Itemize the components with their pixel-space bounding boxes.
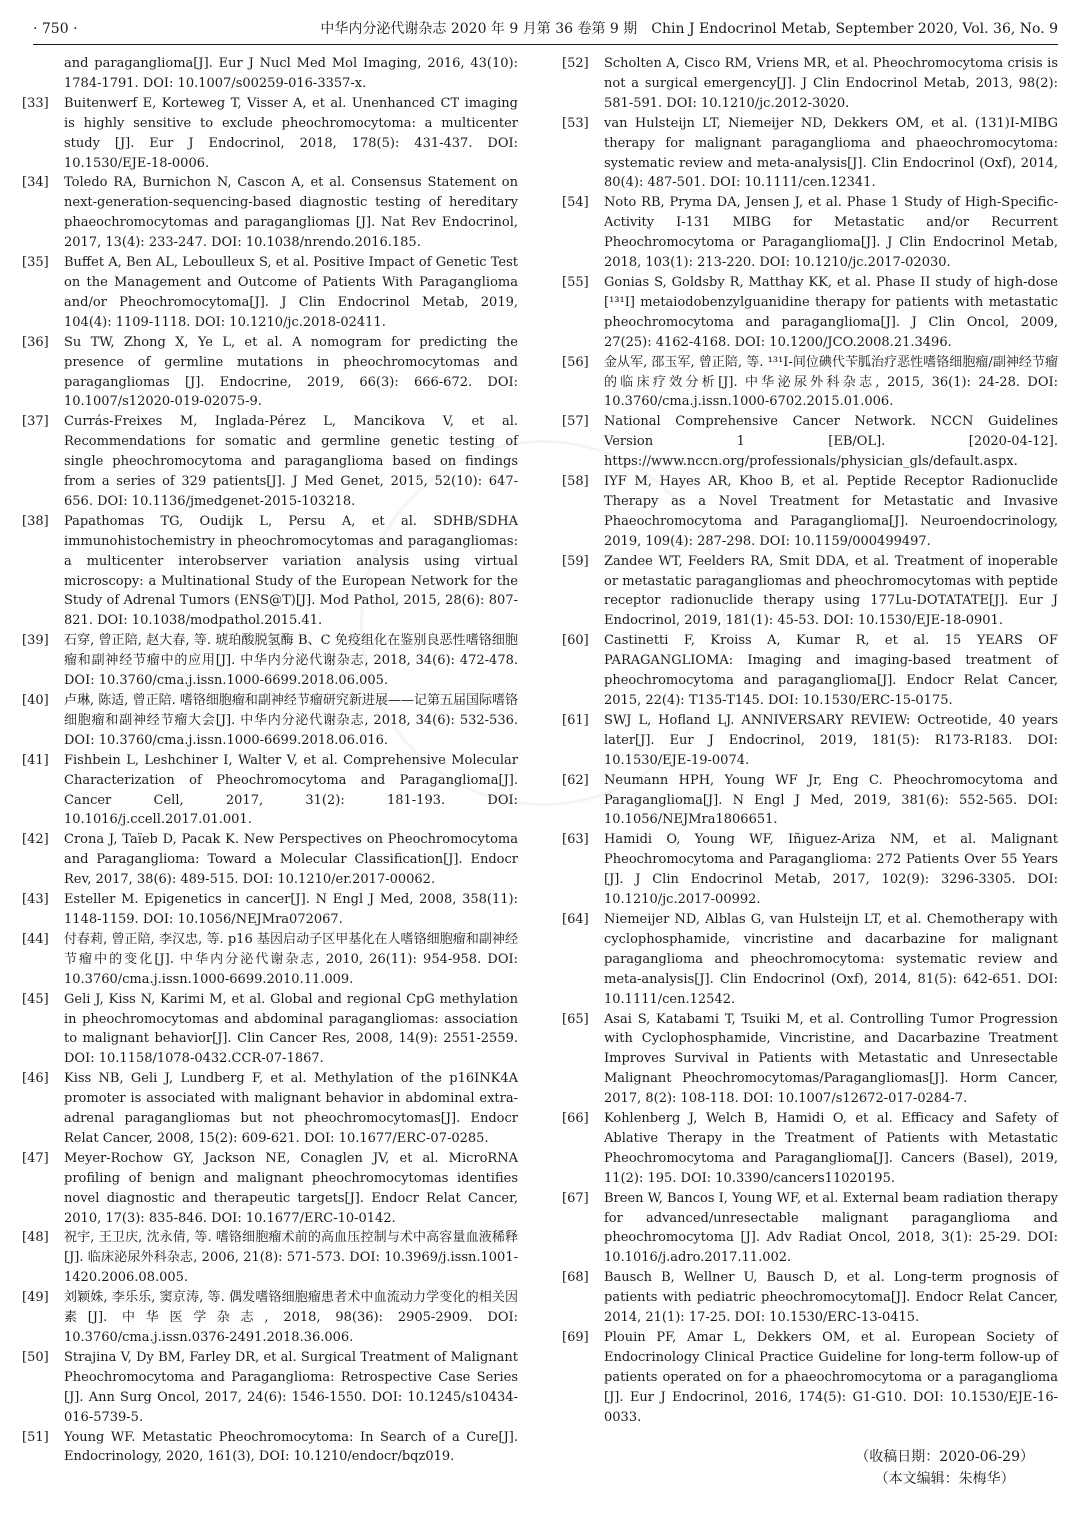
reference-text: van Hulsteijn LT, Niemeijer ND, Dekkers OM, et al. (131)I-MIBG therapy for malignant paraganglioma and phaeochromocytoma: systematic review and meta-analysis[J]. Clin Endocrinol (Oxf), 2014, 80(4): 487-501. DOI: 10.1111/cen.12341. [604, 115, 1058, 191]
reference-number: [58] [562, 474, 589, 490]
page-number: · 750 · [33, 21, 78, 37]
reference-entry [22, 1149, 518, 1229]
reference-entry [22, 930, 518, 990]
reference-text: Currás-Freixes M, Inglada-Pérez L, Mancikova V, et al. Recommendations for somatic and germline genetic testing of single pheochromocytoma and paraganglioma based on findings from a series of 329 patients[J]. J Med Genet, 2015, 52(10): 647-656. DOI: 10.1136/jmedgenet-2015-103218. [64, 414, 518, 509]
reference-entry [22, 333, 518, 413]
reference-text: Niemeijer ND, Alblas G, van Hulsteijn LT, et al. Chemotherapy with cyclophosphamide, vincristine and dacarbazine for malignant paraganglioma and pheochromocytoma: systematic review and meta-analysis[J]. Clin Endocrinol (Oxf), 2014, 81(5): 642-651. DOI: 10.1111/cen.12542. [604, 911, 1058, 1007]
reference-number: [37] [22, 414, 49, 430]
reference-text: Esteller M. Epigenetics in cancer[J]. N Engl J Med, 2008, 358(11): 1148-1159. DOI: 10.1056/NEJMra072067. [64, 892, 518, 927]
reference-text: 祝宇, 王卫庆, 沈永倩, 等. 嗜铬细胞瘤术前的高血压控制与术中高容量血液稀释[J]. 临床泌尿外科杂志, 2006, 21(8): 571-573. DOI: 10.3969/j.issn.1001-1420.2006.08.005. [64, 1230, 518, 1286]
reference-entry [562, 1189, 1058, 1269]
reference-number: [55] [562, 274, 589, 290]
reference-entry [562, 711, 1058, 771]
reference-entry [22, 94, 518, 174]
reference-entry [22, 512, 518, 631]
reference-entry [562, 552, 1058, 632]
reference-text: Neumann HPH, Young WF Jr, Eng C. Pheochromocytoma and Paraganglioma[J]. N Engl J Med, 2019, 381(6): 552-565. DOI: 10.1056/NEJMra1806651. [604, 772, 1058, 828]
reference-text: Buffet A, Ben AL, Leboulleux S, et al. Positive Impact of Genetic Test on the Management and Outcome of Patients With Paraganglioma and/or Pheochromocytoma[J]. J Clin Endocrinol Metab, 2019, 104(4): 1109-1118. DOI: 10.1210/jc.2018-02411. [64, 255, 518, 330]
reference-entry [22, 751, 518, 831]
reference-text: Breen W, Bancos I, Young WF, et al. External beam radiation therapy for advanced/unresectable malignant paraganglioma and pheochromocytoma [J]. Adv Radiat Oncol, 2018, 3(1): 25-29. DOI: 10.1016/j.adro.2017.11.002. [604, 1190, 1058, 1266]
reference-entry [22, 1228, 518, 1288]
reference-entry [562, 830, 1058, 910]
reference-number: [51] [22, 1429, 49, 1445]
reference-entry [22, 1428, 518, 1468]
reference-number: [45] [22, 991, 49, 1007]
reference-entry [22, 54, 518, 94]
reference-text: 卢琳, 陈适, 曾正陪. 嗜铬细胞瘤和副神经节瘤研究新进展——记第五届国际嗜铬细胞瘤和副神经节瘤大会[J]. 中华内分泌代谢杂志, 2018, 34(6): 532-536. DOI: 10.3760/cma.j.issn.1000-6699.2018.06.016. [64, 693, 518, 748]
reference-entry [562, 910, 1058, 1010]
reference-text: IYF M, Hayes AR, Khoo B, et al. Peptide Receptor Radionuclide Therapy as a Novel Treatment for Metastatic and Invasive Phaeochromocytoma and Paraganglioma[J]. Neuroendocrinology, 2019, 109(4): 287-298. DOI: 10.1159/000499497. [604, 474, 1058, 549]
reference-entry [562, 114, 1058, 194]
reference-number: [44] [22, 931, 49, 947]
reference-text: 金从军, 邵玉军, 曾正陪, 等. ¹³¹I-间位碘代苄胍治疗恶性嗜铬细胞瘤/副神经节瘤的临床疗效分析[J]. 中华泌尿外科杂志, 2015, 36(1): 24-28. DOI: 10.3760/cma.j.issn.1000-6702.2015.01.006. [604, 354, 1058, 410]
reference-text: Bausch B, Wellner U, Bausch D, et al. Long-term prognosis of patients with pediatric pheochromocytoma[J]. Endocr Relat Cancer, 2014, 21(1): 17-25. DOI: 10.1530/ERC-13-0415. [604, 1270, 1058, 1326]
reference-number: [60] [562, 633, 589, 649]
reference-number: [43] [22, 892, 49, 908]
running-header [33, 14, 1058, 44]
reference-number: [66] [562, 1111, 589, 1127]
reference-text: Noto RB, Pryma DA, Jensen J, et al. Phase 1 Study of High-Specific-Activity I-131 MIBG for Metastatic and/or Recurrent Pheochromocytoma or Paraganglioma[J]. J Clin Endocrinol Metab, 2018, 103(1): 213-220. DOI: 10.1210/jc.2017-02030. [604, 195, 1058, 271]
reference-entry [22, 412, 518, 512]
reference-entry [562, 273, 1058, 353]
reference-text: 石穿, 曾正陪, 赵大春, 等. 琥珀酸脱氢酶 B、C 免疫组化在鉴别良恶性嗜铬细胞瘤和副神经节瘤中的应用[J]. 中华内分泌代谢杂志, 2018, 34(6): 472-478. DOI: 10.3760/cma.j.issn.1000-6699.2018.06.005. [64, 633, 518, 689]
reference-text: Fishbein L, Leshchiner I, Walter V, et al. Comprehensive Molecular Characterization of Pheochromocytoma and Paraganglioma[J]. Cancer Cell, 2017, 31(2): 181-193. DOI: 10.1016/j.ccell.2017.01.001. [64, 752, 518, 828]
reference-entry [562, 771, 1058, 831]
journal-citation-line: 中华内分泌代谢杂志 2020 年 9 月第 36 卷第 9 期 Chin J Endocrinol Metab, September 2020, Vol. 36, No. 9 [320, 21, 1058, 37]
reference-entry [22, 631, 518, 691]
reference-text: Kohlenberg J, Welch B, Hamidi O, et al. Efficacy and Safety of Ablative Therapy in the Treatment of Patients with Metastatic Pheochromocytoma and Paraganglioma[J]. Cancers (Basel), 2019, 11(2): 195. DOI: 10.3390/cancers11020195. [604, 1111, 1058, 1186]
reference-entry [562, 412, 1058, 472]
reference-number: [49] [22, 1290, 49, 1306]
reference-entry [22, 990, 518, 1070]
reference-text: 付春莉, 曾正陪, 李汉忠, 等. p16 基因启动子区甲基化在人嗜铬细胞瘤和副神经节瘤中的变化[J]. 中华内分泌代谢杂志, 2010, 26(11): 954-958. DOI: 10.3760/cma.j.issn.1000-6699.2010.11.009. [64, 931, 518, 987]
reference-number: [53] [562, 115, 589, 131]
reference-text: Su TW, Zhong X, Ye L, et al. A nomogram for predicting the presence of germline mutations in pheochromocytomas and paragangliomas [J]. Endocrine, 2019, 66(3): 666-672. DOI: 10.1007/s12020-019-02075-9. [64, 334, 518, 410]
received-date: （收稿日期：2020-06-29） [855, 1449, 1034, 1465]
reference-entry [22, 830, 518, 890]
reference-number: [59] [562, 553, 589, 569]
references-right-column [562, 54, 1058, 1428]
reference-number: [38] [22, 513, 49, 529]
reference-text: Meyer-Rochow GY, Jackson NE, Conaglen JV, et al. MicroRNA profiling of benign and malignant pheochromocytomas identifies novel diagnostic and therapeutic targets[J]. Endocr Relat Cancer, 2010, 17(3): 835-846. DOI: 10.1677/ERC-10-0142. [64, 1150, 518, 1226]
reference-number: [57] [562, 414, 589, 430]
reference-entry [22, 1348, 518, 1428]
reference-entry [562, 472, 1058, 552]
reference-entry [562, 1328, 1058, 1428]
reference-text: Crona J, Taïeb D, Pacak K. New Perspectives on Pheochromocytoma and Paraganglioma: Toward a Molecular Classification[J]. Endocr Rev, 2017, 38(6): 489-515. DOI: 10.1210/er.2017-00062. [64, 832, 518, 888]
reference-number: [52] [562, 56, 589, 71]
reference-entry [562, 1010, 1058, 1110]
reference-entry [22, 890, 518, 930]
reference-text: Buitenwerf E, Korteweg T, Visser A, et al. Unenhanced CT imaging is highly sensitive to exclude pheochromocytoma: a multicenter study [J]. Eur J Endocrinol, 2018, 178(5): 431-437. DOI: 10.1530/EJE-18-0006. [64, 95, 518, 171]
reference-number: [50] [22, 1349, 49, 1365]
reference-entry [562, 54, 1058, 114]
reference-text: and paraganglioma[J]. Eur J Nucl Med Mol Imaging, 2016, 43(10): 1784-1791. DOI: 10.1007/s00259-016-3357-x. [64, 56, 518, 91]
reference-entry [562, 193, 1058, 273]
reference-text: Toledo RA, Burnichon N, Cascon A, et al. Consensus Statement on next-generation-sequencing-based diagnostic testing of hereditary phaeochromocytomas and paragangliomas [J]. Nat Rev Endocrinol, 2017, 13(4): 233-247. DOI: 10.1038/nrendo.2016.185. [64, 175, 518, 251]
reference-text: National Comprehensive Cancer Network. NCCN Guidelines Version 1 [EB/OL]. [2020-04-12]. https://www.nccn.org/professionals/physician_gls/default.aspx. [604, 414, 1058, 470]
reference-number: [35] [22, 255, 49, 271]
reference-text: Plouin PF, Amar L, Dekkers OM, et al. European Society of Endocrinology Clinical Practice Guideline for long-term follow-up of patients operated on for a phaeochromocytoma or a paraganglioma [J]. Eur J Endocrinol, 2016, 174(5): G1-G10. DOI: 10.1530/EJE-16-0033. [604, 1330, 1058, 1425]
reference-text: 刘颖姝, 李乐乐, 窦京涛, 等. 偶发嗜铬细胞瘤患者术中血流动力学变化的相关因素[J]. 中华医学杂志, 2018, 98(36): 2905-2909. DOI: 10.3760/cma.j.issn.0376-2491.2018.36.006. [64, 1290, 518, 1345]
reference-text: Scholten A, Cisco RM, Vriens MR, et al. Pheochromocytoma crisis is not a surgical emergency[J]. J Clin Endocrinol Metab, 2013, 98(2): 581-591. DOI: 10.1210/jc.2012-3020. [604, 56, 1058, 111]
reference-number: [64] [562, 911, 589, 927]
reference-text: Strajina V, Dy BM, Farley DR, et al. Surgical Treatment of Malignant Pheochromocytoma and Paraganglioma: Retrospective Case Series [J]. Ann Surg Oncol, 2017, 24(6): 1546-1550. DOI: 10.1245/s10434-016-5739-5. [64, 1349, 518, 1425]
references-left-column [22, 54, 518, 1467]
reference-text: Young WF. Metastatic Pheochromocytoma: In Search of a Cure[J]. Endocrinology, 2020, 161(3), DOI: 10.1210/endocr/bqz019. [64, 1429, 518, 1465]
reference-number: [56] [562, 354, 589, 370]
reference-entry [562, 1109, 1058, 1189]
reference-text: Kiss NB, Geli J, Lundberg F, et al. Methylation of the p16INK4A promoter is associated with malignant behavior in abdominal extra-adrenal paragangliomas but not pheochromocytomas[J]. Endocr Relat Cancer, 2008, 15(2): 609-621. DOI: 10.1677/ERC-07-0285. [64, 1071, 518, 1146]
reference-number: [63] [562, 832, 589, 848]
reference-number: [65] [562, 1011, 589, 1027]
reference-number: [33] [22, 95, 49, 111]
reference-number: [68] [562, 1270, 589, 1286]
reference-entry [22, 253, 518, 333]
reference-entry [562, 353, 1058, 413]
reference-text: Asai S, Katabami T, Tsuiki M, et al. Controlling Tumor Progression with Cyclophosphamide, Vincristine, and Dacarbazine Treatment Improves Survival in Patients with Metastatic and Unresectable Malignant Pheochromocytomas/Paragangliomas[J]. Horm Cancer, 2017, 8(2): 108-118. DOI: 10.1007/s12672-017-0284-7. [604, 1011, 1058, 1107]
reference-number: [34] [22, 175, 49, 191]
reference-number: [54] [562, 195, 589, 211]
reference-text: Zandee WT, Feelders RA, Smit DDA, et al. Treatment of inoperable or metastatic paragangliomas and pheochromocytomas with peptide receptor radionuclide therapy using 177Lu-DOTATATE[J]. Eur J Endocrinol, 2019, 181(1): 45-53. DOI: 10.1530/EJE-18-0901. [604, 553, 1058, 629]
reference-number: [39] [22, 633, 49, 649]
reference-entry [22, 691, 518, 751]
reference-number: [48] [22, 1230, 49, 1246]
reference-text: Hamidi O, Young WF, Iñiguez-Ariza NM, et al. Malignant Pheochromocytoma and Paraganglioma: 272 Patients Over 55 Years [J]. J Clin Endocrinol Metab, 2017, 102(9): 3296-3305. DOI: 10.1210/jc.2017-00992. [604, 832, 1058, 908]
reference-number: [42] [22, 832, 49, 848]
reference-text: Castinetti F, Kroiss A, Kumar R, et al. 15 YEARS OF PARAGANGLIOMA: Imaging and imaging-based treatment of pheochromocytoma and paraganglioma[J]. Endocr Relat Cancer, 2015, 22(4): T135-T145. DOI: 10.1530/ERC-15-0175. [604, 633, 1058, 708]
reference-entry [562, 631, 1058, 711]
reference-text: Geli J, Kiss N, Karimi M, et al. Global and regional CpG methylation in pheochromocytomas and abdominal paragangliomas: association to malignant behavior[J]. Clin Cancer Res, 2008, 14(9): 2551-2559. DOI: 10.1158/1078-0432.CCR-07-1867. [64, 991, 518, 1067]
reference-number: [62] [562, 772, 589, 788]
reference-number: [61] [562, 712, 589, 728]
reference-text: Papathomas TG, Oudijk L, Persu A, et al. SDHB/SDHA immunohistochemistry in pheochromocytomas and paragangliomas: a multicenter interobserver variation analysis using virtual microscopy: a Multinational Study of the European Network for the Study of Adrenal Tumors (ENS@T)[J]. Mod Pathol, 2015, 28(6): 807-821. DOI: 10.1038/modpathol.2015.41. [64, 513, 518, 629]
reference-entry [22, 173, 518, 253]
reference-number: [36] [22, 334, 49, 350]
reference-entry [22, 1069, 518, 1149]
reference-entry [22, 1288, 518, 1348]
reference-text: SWJ L, Hofland LJ. ANNIVERSARY REVIEW: Octreotide, 40 years later[J]. Eur J Endocrinol, 2019, 181(5): R173-R183. DOI: 10.1530/EJE-19-0074. [604, 712, 1058, 768]
header-divider [33, 44, 1058, 45]
reference-text: Gonias S, Goldsby R, Matthay KK, et al. Phase II study of high-dose [¹³¹I] metaiodobenzylguanidine therapy for patients with metastatic pheochromocytoma and paraganglioma[J]. J Clin Oncol, 2009, 27(25): 4162-4168. DOI: 10.1200/JCO.2008.21.3496. [604, 274, 1058, 350]
reference-number: [67] [562, 1190, 589, 1206]
reference-number: [41] [22, 752, 49, 768]
reference-number: [40] [22, 693, 49, 708]
reference-number: [46] [22, 1071, 49, 1087]
editor-credit: （本文编辑：朱梅华） [874, 1471, 1015, 1487]
article-footer [855, 1446, 1034, 1490]
reference-entry [562, 1268, 1058, 1328]
reference-number: [47] [22, 1150, 49, 1166]
reference-number: [69] [562, 1330, 589, 1345]
